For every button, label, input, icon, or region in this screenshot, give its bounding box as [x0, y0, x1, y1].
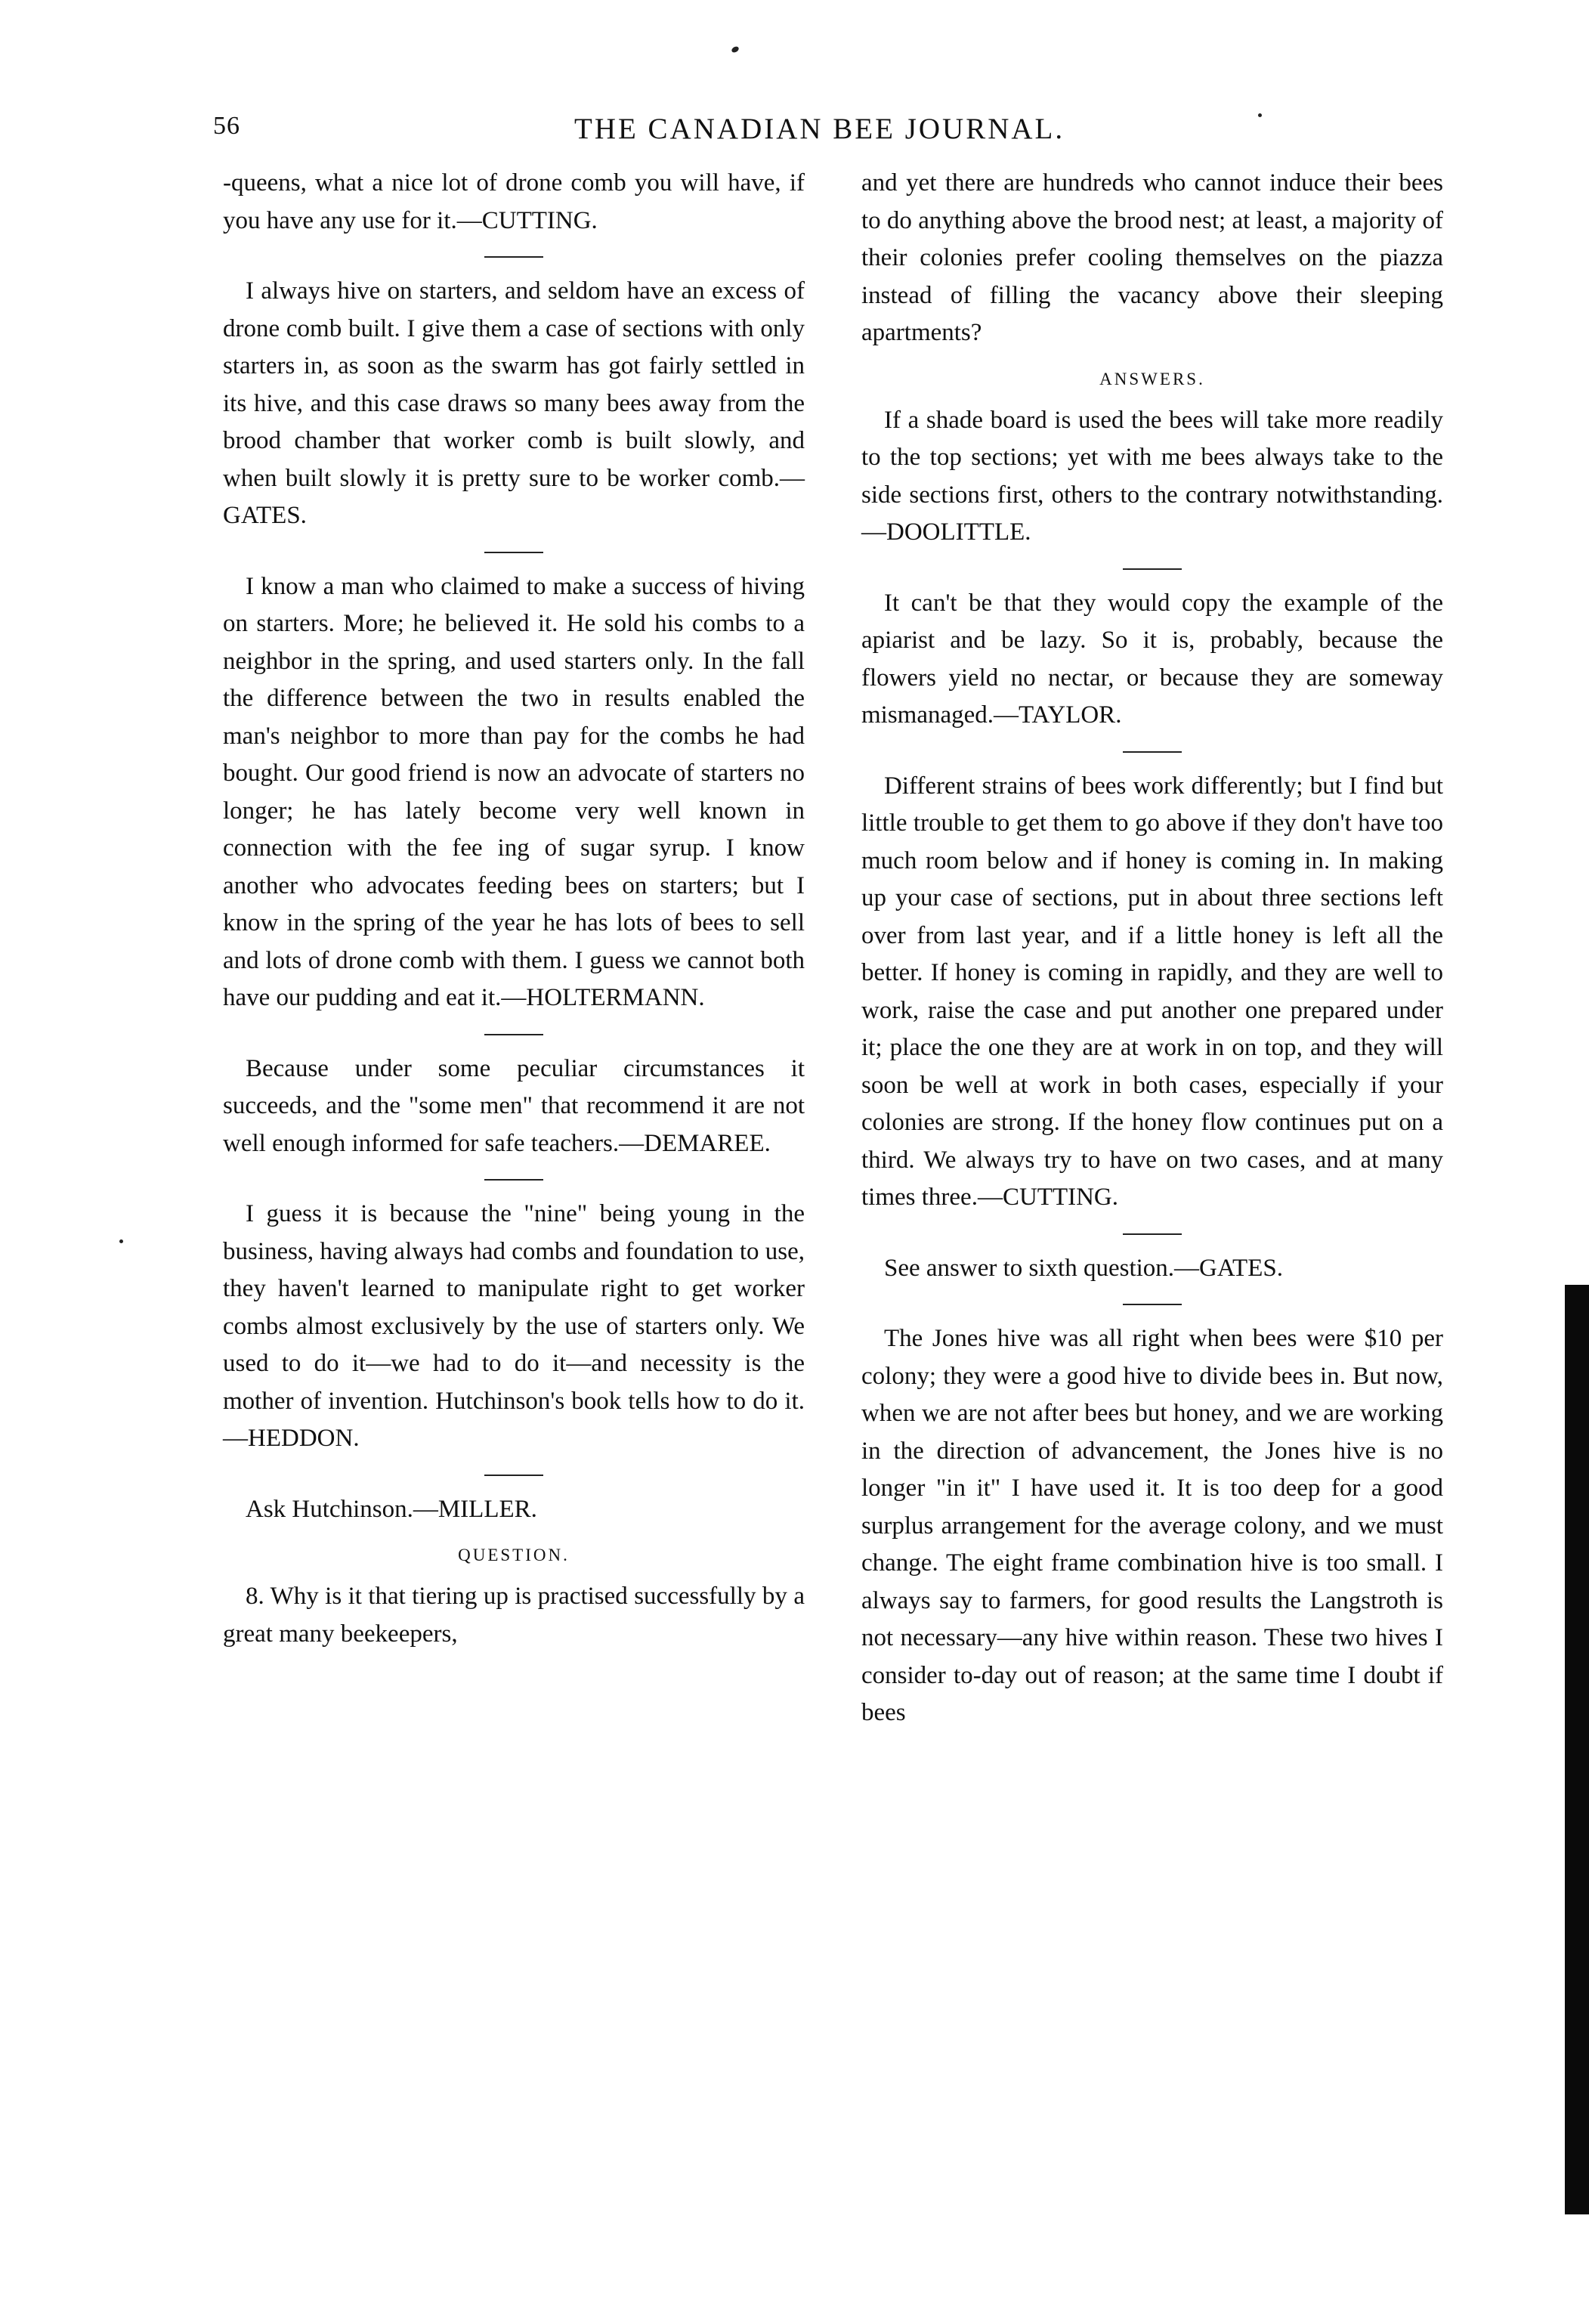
journal-title: THE CANADIAN BEE JOURNAL.	[574, 113, 1065, 145]
divider-rule	[484, 1034, 543, 1035]
speck-mark	[731, 45, 740, 54]
page-header	[0, 112, 1589, 157]
answer-paragraph: I know a man who claimed to make a success of hiving on starters. More; he believed it. He sold his combs to a neighbor in the spring, and used starters only. In the fall the difference between the two in results enabled the man's neighbor to more than pay for the combs he had bought. Our good friend is now an advocate of starters no longer; he has lately become very well known in connection with the fee ing of sugar syrup. I know another who advocates feeding bees on starters; but I know in the spring of the year he has lots of bees to sell and lots of drone comb with them. I guess we cannot both have our pudding and eat it.—HOLTERMANN.	[223, 572, 805, 1011]
answer-paragraph: If a shade board is used the bees will take more readily to the top sections; yet with me bees always take to the side sections first, others to the contrary notwithstanding.—DOOLITTLE.	[861, 406, 1443, 546]
answer-paragraph: Because under some peculiar circumstances it succeeds, and the "some men" that recommend it are not well enough informed for safe teachers.—DEMAREE.	[223, 1054, 805, 1157]
divider-rule	[484, 552, 543, 553]
question-paragraph: and yet there are hundreds who cannot induce their bees to do anything above the brood nest; at least, a majority of their colonies prefer cooling themselves on the piazza instead of filling the vacancy above their sleeping apartments?	[861, 169, 1443, 346]
left-column	[223, 165, 805, 1653]
divider-rule	[484, 1475, 543, 1476]
answers-heading: ANSWERS.	[1099, 369, 1205, 388]
right-column	[861, 165, 1443, 1732]
page-number: 56	[213, 112, 240, 140]
divider-rule	[1123, 1304, 1182, 1305]
divider-rule	[1123, 1233, 1182, 1235]
answer-paragraph: Ask Hutchinson.—MILLER.	[246, 1495, 537, 1523]
answer-paragraph: It can't be that they would copy the example of the apiarist and be lazy. So it is, probably, because the flowers yield no nectar, or because they are someway mismanaged.—TAYLOR.	[861, 589, 1443, 729]
answer-paragraph: I guess it is because the "nine" being young in the business, having always had combs and foundation to use, they haven't learned to manipulate right to get worker combs almost exclusively by the use of starters only. We used to do it—we had to do it—and necessity is the mother of invention. Hutchinson's book tells how to do it.—HEDDON.	[223, 1200, 805, 1452]
answer-paragraph: See answer to sixth question.—GATES.	[884, 1254, 1283, 1282]
speck-mark	[1258, 113, 1262, 117]
divider-rule	[1123, 568, 1182, 570]
question-paragraph: 8. Why is it that tiering up is practised successfully by a great many beekeepers,	[223, 1583, 805, 1648]
divider-rule	[484, 256, 543, 258]
divider-rule	[1123, 751, 1182, 753]
answer-paragraph: I always hive on starters, and seldom have an excess of drone comb built. I give them a case of sections with only starters in, as soon as the swarm has got fairly settled in its hive, and this case draws so many bees away from the brood chamber that worker comb is built slowly, and when built slowly it is pretty sure to be worker comb.—GATES.	[223, 277, 805, 529]
answer-paragraph: -queens, what a nice lot of drone comb you will have, if you have any use for it.—CUTTING.	[223, 169, 805, 234]
speck-mark	[119, 1239, 123, 1243]
question-heading: QUESTION.	[458, 1546, 570, 1564]
answer-paragraph: Different strains of bees work differently; but I find but little trouble to get them to go above if they don't have too much room below and if honey is coming in. In making up your case of sections, put in about three sections left over from last year, and if a little honey is left all the better. If honey is coming in rapidly, and they are well to work, raise the case and put another one prepared under it; place the one they are at work in on top, and they will soon be well at work in both cases, especially if your colonies are strong. If the honey flow continues put on a third. We always try to have on two cases, and at many times three.—CUTTING.	[861, 772, 1443, 1211]
answer-paragraph: The Jones hive was all right when bees were $10 per colony; they were a good hive to divide bees in. But now, when we are not after bees but honey, and we are working in the direction of advancement, the Jones hive is no longer "in it" I have used it. It is too deep for a good surplus arrangement for the average colony, and we must change. The eight frame combination hive is too small. I always say to farmers, for good results the Langstroth is not necessary—any hive within reason. These two hives I consider to-day out of reason; at the same time I doubt if bees	[861, 1325, 1443, 1726]
divider-rule	[484, 1179, 543, 1181]
scan-edge-shadow	[1565, 1285, 1589, 2214]
